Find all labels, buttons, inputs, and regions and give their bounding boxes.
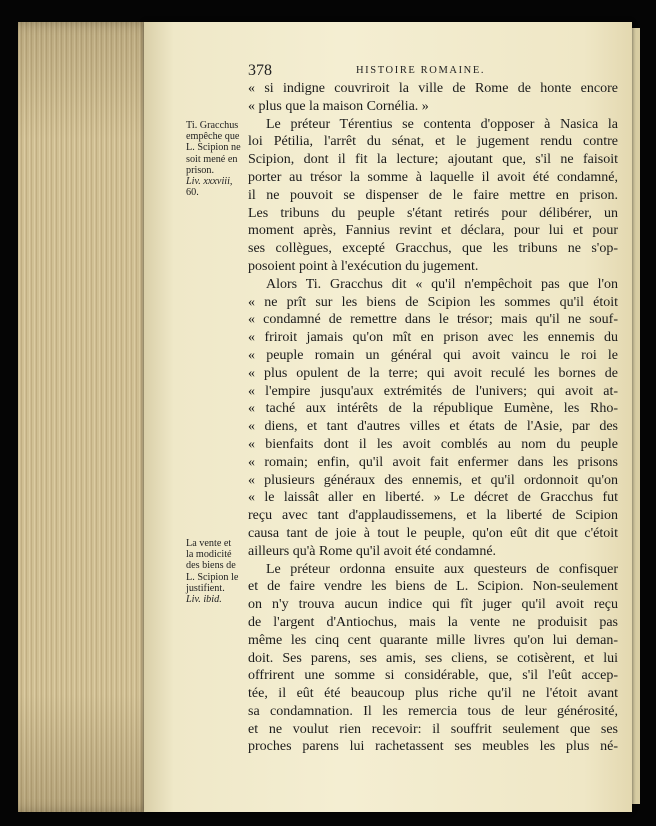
text-line: moment après, Fannius revint et déclara, pour lui et pour: [248, 223, 618, 239]
margin-note-line: soit mené en: [186, 153, 238, 165]
text-line: causa tant de joie à tout le peuple, qu'on eût dit que c'étoit: [248, 525, 618, 541]
margin-note-line: justifient.: [186, 582, 225, 594]
text-line: « condamné de remettre dans le trésor; mais qu'il ne souf-: [248, 312, 618, 328]
text-line: et de faire vendre les biens de L. Scipion. Non-seulement: [248, 579, 618, 595]
page-number: 378: [248, 62, 272, 79]
text-line: posoient point à l'exécution du jugement.: [248, 258, 479, 274]
margin-note-line: Ti. Gracchus: [186, 120, 239, 131]
margin-note-line: L. Scipion le: [186, 571, 239, 583]
text-line: « plus que la maison Cornélia. »: [248, 98, 429, 114]
text-line: « le laissât aller en liberté. » Le décret de Gracchus fut: [248, 490, 618, 506]
text-line: « bienfaits dont il les avoit comblés au nom du peuple: [248, 436, 618, 452]
margin-note-gracchus: [186, 120, 241, 198]
margin-note-line: prison.: [186, 164, 215, 176]
text-line: « diens, et tant d'autres villes et états de l'Asie, par des: [248, 419, 618, 435]
margin-note-vente: [186, 538, 238, 605]
text-line: doit. Ses parens, ses amis, ses cliens, se cotisèrent, et lui: [248, 650, 618, 666]
margin-note-reference: Liv. ibid.: [186, 594, 222, 606]
text-line: même les cinq cent quarante mille livres qu'on lui deman-: [248, 632, 618, 648]
margin-note-line: des biens de: [186, 560, 236, 572]
margin-note-line: La vente et: [186, 538, 232, 549]
text-line: et ne voulut rien recevoir: il souffrit seulement que ses: [248, 721, 618, 737]
text-line: « ne prît sur les biens de Scipion les sommes qu'il étoit: [248, 294, 618, 310]
book-page: [144, 22, 632, 812]
text-line: proches parens lui rachetassent ses meubles les plus né-: [248, 739, 618, 755]
text-line: porter au trésor la somme à laquelle il avoit été condamné,: [248, 169, 618, 185]
text-line: on n'y trouva aucun indice qui fît juger qu'il avoit reçu: [248, 597, 618, 613]
text-line: il ne pouvoit se dispenser de le faire mettre en prison.: [248, 187, 618, 203]
margin-note-reference: 60.: [186, 187, 199, 199]
text-line: Le préteur ordonna ensuite aux questeurs de confisquer: [266, 561, 618, 577]
text-line: Scipion, dont il fit la lecture; ajoutant que, s'il ne faisoit: [248, 152, 618, 168]
text-line: Alors Ti. Gracchus dit « qu'il n'empêchoit pas que l'on: [266, 276, 618, 292]
text-line: « l'empire jusqu'aux extrémités de l'univers; qui avoit at-: [248, 383, 618, 399]
text-line: ses collègues, excepté Gracchus, que les tribuns ne s'op-: [248, 241, 618, 257]
page-edges: [18, 22, 158, 812]
text-line: reçu avec tant d'applaudissemens, et la liberté de Scipion: [248, 508, 618, 524]
text-line: « romain; enfin, qu'il avoit fait enfermer dans les prisons: [248, 454, 618, 470]
book: [18, 22, 638, 812]
margin-note-reference: Liv. xxxviii,: [186, 176, 233, 188]
text-line: tée, il eût été beaucoup plus riche qu'il ne l'étoit avant: [248, 686, 618, 702]
text-line: « plusieurs généraux des ennemis, et qu'il ordonnoit qu'on: [248, 472, 618, 488]
margin-note-line: L. Scipion ne: [186, 142, 241, 154]
text-line: offrirent une somme si considérable, que, s'il l'eût accep-: [248, 668, 618, 684]
text-line: Les tribuns du peuple s'étant retirés pour délibérer, un: [248, 205, 618, 221]
margin-note-line: la modicité: [186, 549, 232, 561]
text-line: de l'argent d'Antiochus, mais la vente ne produisit pas: [248, 614, 618, 630]
text-line: « si indigne couvriroit la ville de Rome de honte encore: [248, 81, 618, 96]
text-line: « plus opulent de la terre; qui avoit reculé les bornes de: [248, 365, 618, 381]
margin-note-line: empêche que: [186, 131, 240, 143]
text-line: sa condamnation. Il les remercia tous de leur générosité,: [248, 703, 618, 719]
text-line: Le préteur Térentius se contenta d'opposer à Nasica la: [266, 116, 618, 132]
text-line: loi Pétilia, l'arrêt du sénat, et le jugement rendu contre: [248, 134, 618, 150]
text-line: ailleurs qu'à Rome qu'il avoit été condamné.: [248, 543, 497, 559]
text-line: « taché aux intérêts de la république Eumène, les Rho-: [248, 401, 618, 417]
text-line: « peuple romain un général qui avoit vaincu le roi le: [248, 347, 618, 363]
running-title: HISTOIRE ROMAINE.: [356, 65, 486, 76]
text-line: « friroit jamais qu'on mît en prison avec les ennemis du: [248, 330, 618, 346]
facing-page-edge: [632, 28, 640, 804]
body-text: [248, 80, 618, 756]
